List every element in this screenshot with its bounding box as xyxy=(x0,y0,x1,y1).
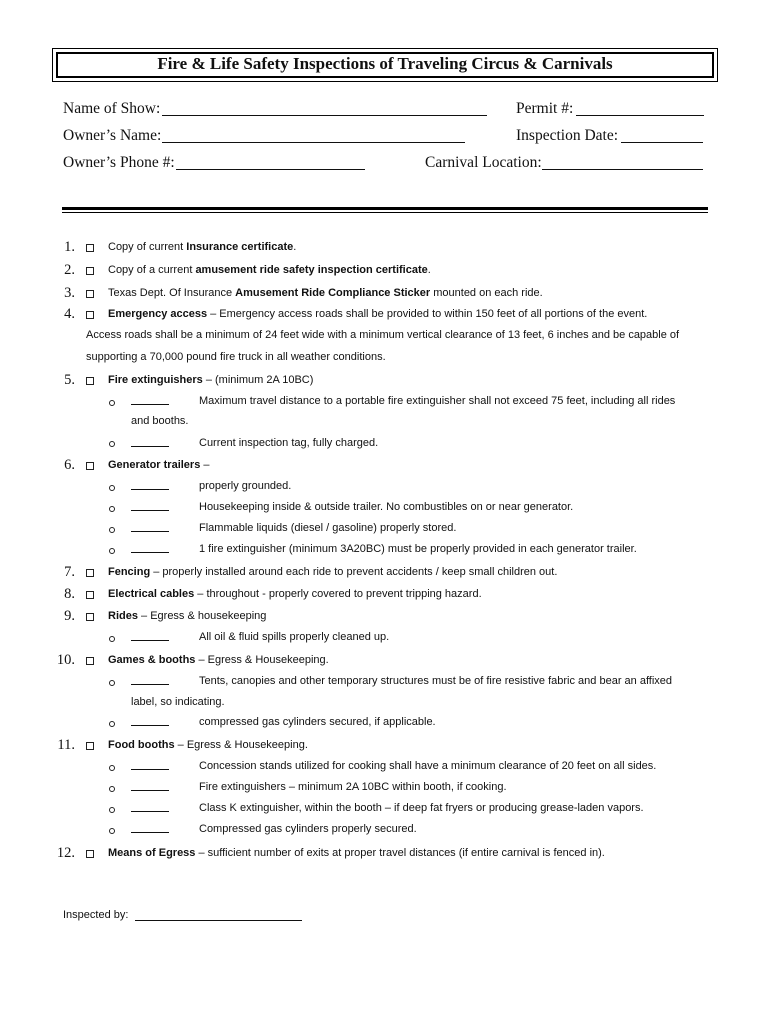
sub-bullet xyxy=(109,400,115,406)
item-text: Rides – Egress & housekeeping xyxy=(108,610,267,622)
permit-field[interactable] xyxy=(576,115,704,116)
item-text-continued: Access roads shall be a minimum of 24 feet wide with a minimum vertical clearance of 13 feet, 6 inches and be capable of xyxy=(86,329,680,341)
item-number: 8. xyxy=(64,586,75,602)
sub-item-text-continued: label, so indicating. xyxy=(131,696,225,708)
checkbox[interactable] xyxy=(86,290,94,298)
inspected-by-label: Inspected by: xyxy=(63,909,129,921)
sub-item-text: compressed gas cylinders secured, if applicable. xyxy=(199,716,436,728)
sub-bullet xyxy=(109,680,115,686)
sub-bullet xyxy=(109,527,115,533)
divider-thick xyxy=(62,207,708,210)
sub-bullet xyxy=(109,506,115,512)
item-number: 7. xyxy=(64,564,75,580)
item-text: Generator trailers – xyxy=(108,459,210,471)
item-number: 4. xyxy=(64,306,75,322)
sub-blank-field[interactable] xyxy=(131,684,169,685)
sub-item-text: Fire extinguishers – minimum 2A 10BC within booth, if cooking. xyxy=(199,781,507,793)
item-text: Food booths – Egress & Housekeeping. xyxy=(108,739,308,751)
item-text: Emergency access – Emergency access roads shall be provided to within 150 feet of all portions of the event. xyxy=(108,308,648,320)
title-box xyxy=(52,48,718,82)
sub-item-text: Tents, canopies and other temporary structures must be of fire resistive fabric and bear an affixed xyxy=(199,675,673,687)
sub-bullet xyxy=(109,786,115,792)
item-text: Fencing – properly installed around each ride to prevent accidents / keep small children out. xyxy=(108,566,558,578)
sub-item-text: Concession stands utilized for cooking shall have a minimum clearance of 20 feet on all sides. xyxy=(199,760,657,772)
owners-phone-field[interactable] xyxy=(176,169,365,170)
sub-item-text: Flammable liquids (diesel / gasoline) properly stored. xyxy=(199,522,457,534)
sub-blank-field[interactable] xyxy=(131,510,169,511)
sub-blank-field[interactable] xyxy=(131,552,169,553)
inspected-by-field[interactable] xyxy=(135,920,302,921)
sub-bullet xyxy=(109,485,115,491)
sub-item-text: Compressed gas cylinders properly secured. xyxy=(199,823,417,835)
sub-blank-field[interactable] xyxy=(131,769,169,770)
sub-item-text: Current inspection tag, fully charged. xyxy=(199,437,379,449)
item-number: 6. xyxy=(64,457,75,473)
item-number: 2. xyxy=(64,262,75,278)
checkbox[interactable] xyxy=(86,377,94,385)
carnival-location-field[interactable] xyxy=(542,169,703,170)
checkbox[interactable] xyxy=(86,569,94,577)
sub-item-text: Housekeeping inside & outside trailer. No combustibles on or near generator. xyxy=(199,501,574,513)
sub-item-text: All oil & fluid spills properly cleaned up. xyxy=(199,631,390,643)
owners-name-field[interactable] xyxy=(162,142,465,143)
name-of-show-label: Name of Show: xyxy=(63,100,161,117)
checkbox[interactable] xyxy=(86,613,94,621)
divider-thin xyxy=(62,212,708,213)
owners-phone-label: Owner’s Phone #: xyxy=(63,154,175,171)
sub-blank-field[interactable] xyxy=(131,790,169,791)
checkbox[interactable] xyxy=(86,850,94,858)
item-number: 5. xyxy=(64,372,75,388)
item-text: Texas Dept. Of Insurance Amusement Ride Compliance Sticker mounted on each ride. xyxy=(108,287,543,299)
item-text: Fire extinguishers – (minimum 2A 10BC) xyxy=(108,374,314,386)
sub-blank-field[interactable] xyxy=(131,832,169,833)
sub-blank-field[interactable] xyxy=(131,640,169,641)
sub-item-text-continued: and booths. xyxy=(131,415,189,427)
item-number: 12. xyxy=(56,845,75,861)
sub-blank-field[interactable] xyxy=(131,446,169,447)
sub-bullet xyxy=(109,636,115,642)
sub-bullet xyxy=(109,548,115,554)
checkbox[interactable] xyxy=(86,311,94,319)
item-text-continued: supporting a 70,000 pound fire truck in all weather conditions. xyxy=(86,351,386,363)
item-number: 11. xyxy=(57,737,75,753)
item-number: 1. xyxy=(64,239,75,255)
sub-blank-field[interactable] xyxy=(131,811,169,812)
sub-item-text: Maximum travel distance to a portable fire extinguisher shall not exceed 75 feet, including all rides xyxy=(199,395,676,407)
item-number: 10. xyxy=(56,652,75,668)
checkbox[interactable] xyxy=(86,657,94,665)
checkbox[interactable] xyxy=(86,244,94,252)
inspection-date-field[interactable] xyxy=(621,142,703,143)
item-text: Copy of current Insurance certificate. xyxy=(108,241,297,253)
sub-blank-field[interactable] xyxy=(131,725,169,726)
sub-bullet xyxy=(109,441,115,447)
sub-blank-field[interactable] xyxy=(131,404,169,405)
sub-item-text: 1 fire extinguisher (minimum 3A20BC) must be properly provided in each generator trailer. xyxy=(199,543,637,555)
sub-bullet xyxy=(109,765,115,771)
owners-name-label: Owner’s Name: xyxy=(63,127,162,144)
item-number: 3. xyxy=(64,285,75,301)
item-text: Copy of a current amusement ride safety inspection certificate. xyxy=(108,264,431,276)
sub-bullet xyxy=(109,807,115,813)
sub-bullet xyxy=(109,828,115,834)
sub-item-text: Class K extinguisher, within the booth – if deep fat fryers or producing grease-laden vapors. xyxy=(199,802,644,814)
sub-item-text: properly grounded. xyxy=(199,480,292,492)
sub-blank-field[interactable] xyxy=(131,531,169,532)
sub-blank-field[interactable] xyxy=(131,489,169,490)
sub-bullet xyxy=(109,721,115,727)
permit-label: Permit #: xyxy=(516,100,574,117)
item-text: Games & booths – Egress & Housekeeping. xyxy=(108,654,329,666)
checkbox[interactable] xyxy=(86,591,94,599)
document-title: Fire & Life Safety Inspections of Traveling Circus & Carnivals xyxy=(157,54,613,73)
item-text: Electrical cables – throughout - properly covered to prevent tripping hazard. xyxy=(108,588,482,600)
checkbox[interactable] xyxy=(86,267,94,275)
item-number: 9. xyxy=(64,608,75,624)
carnival-location-label: Carnival Location: xyxy=(425,154,542,171)
item-text: Means of Egress – sufficient number of exits at proper travel distances (if entire carnival is fenced in). xyxy=(108,847,605,859)
name-of-show-field[interactable] xyxy=(162,115,487,116)
checkbox[interactable] xyxy=(86,742,94,750)
checkbox[interactable] xyxy=(86,462,94,470)
inspection-date-label: Inspection Date: xyxy=(516,127,619,144)
